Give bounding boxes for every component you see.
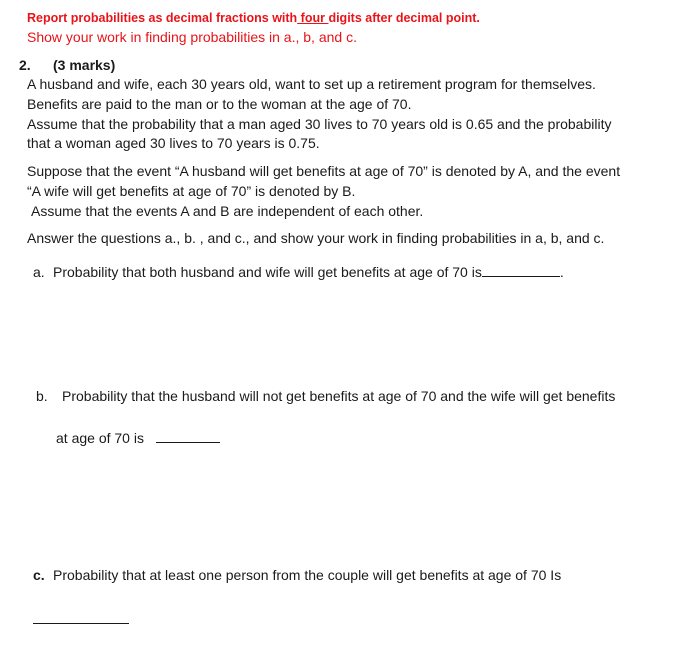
instruction-underlined: four bbox=[297, 11, 329, 25]
instruction-text: Report probabilities as decimal fractions with bbox=[27, 11, 298, 25]
instruction-line-1 bbox=[27, 11, 480, 25]
part-a bbox=[53, 264, 564, 280]
part-a-label: a. bbox=[33, 264, 45, 280]
answer-intro: Answer the questions a., b. , and c., and show your work in finding probabilities in a, b, and c. bbox=[27, 230, 605, 246]
paragraph1-line: that a woman aged 30 lives to 70 years is 0.75. bbox=[27, 135, 320, 151]
answer-blank-a[interactable] bbox=[482, 265, 560, 277]
part-a-text: Probability that both husband and wife will get benefits at age of 70 is bbox=[53, 264, 482, 280]
answer-blank-b[interactable] bbox=[156, 431, 220, 443]
part-c-text: Probability that at least one person from the couple will get benefits at age of 70 Is bbox=[53, 567, 562, 583]
part-a-period: . bbox=[559, 264, 564, 280]
part-b-label: b. bbox=[36, 388, 48, 404]
part-b-text-line1: Probability that the husband will not get benefits at age of 70 and the wife will get benefits bbox=[62, 388, 616, 404]
answer-blank-c[interactable] bbox=[33, 623, 129, 624]
question-number: 2. bbox=[19, 57, 31, 73]
paragraph1-line: Assume that the probability that a man aged 30 lives to 70 years old is 0.65 and the probability bbox=[27, 116, 612, 132]
paragraph2-line: Assume that the events A and B are independent of each other. bbox=[31, 203, 424, 219]
part-b-line2 bbox=[56, 430, 220, 446]
instruction-line-2: Show your work in finding probabilities in a., b, and c. bbox=[27, 29, 357, 45]
question-marks: (3 marks) bbox=[53, 57, 116, 73]
paragraph2-line: Suppose that the event “A husband will get benefits at age of 70” is denoted by A, and the event bbox=[27, 163, 621, 179]
part-c-label: c. bbox=[33, 567, 45, 583]
paragraph1-line: A husband and wife, each 30 years old, want to set up a retirement program for themselves. bbox=[27, 76, 596, 92]
part-b-text-line2: at age of 70 is bbox=[56, 430, 144, 446]
instruction-text-end: digits after decimal point. bbox=[328, 11, 480, 25]
paragraph2-line: “A wife will get benefits at age of 70” is denoted by B. bbox=[27, 183, 356, 199]
paragraph1-line: Benefits are paid to the man or to the woman at the age of 70. bbox=[27, 96, 412, 112]
